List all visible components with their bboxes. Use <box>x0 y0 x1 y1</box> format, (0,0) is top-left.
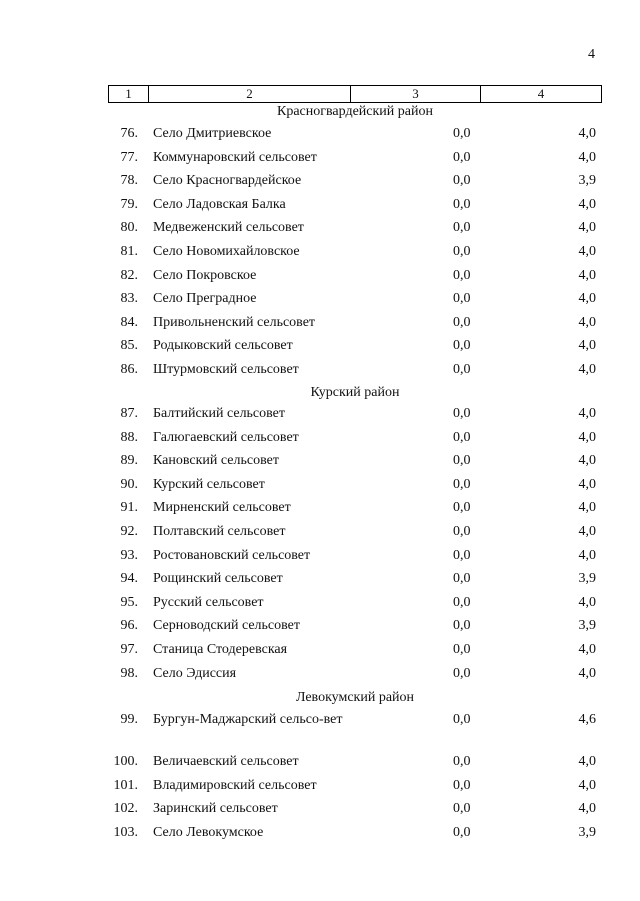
row-value-3: 0,0 <box>453 642 471 657</box>
header-col-4: 4 <box>537 86 545 101</box>
row-value-4: 4,0 <box>578 801 596 817</box>
row-value-4: 4,0 <box>578 126 596 141</box>
row-name: Село Эдиссия <box>153 665 237 681</box>
row-name: Балтийский сельсовет <box>153 406 286 421</box>
header-col-3: 3 <box>351 86 481 102</box>
row-name: Рощинский сельсовет <box>153 571 283 587</box>
row-name: Медвеженский сельсовет <box>153 220 304 236</box>
row-value-3: 0,0 <box>453 500 471 516</box>
row-number: 79. <box>120 196 138 212</box>
row-number: 100. <box>113 754 138 769</box>
row-value-3: 0,0 <box>453 220 471 236</box>
row-value-3: 0,0 <box>453 594 471 610</box>
row-value-4: 4,0 <box>578 642 596 657</box>
row-name: Полтавский сельсовет <box>153 524 286 539</box>
row-name: Курский сельсовет <box>153 476 265 492</box>
row-number: 84. <box>120 314 138 330</box>
row-value-3: 0,0 <box>453 665 471 681</box>
row-number: 82. <box>120 267 138 283</box>
row-name: Русский сельсовет <box>153 594 264 610</box>
row-name: Село Дмитриевское <box>153 126 272 141</box>
row-value-3: 0,0 <box>453 267 471 283</box>
row-number: 80. <box>120 220 138 236</box>
row-name: Село Покровское <box>153 267 257 283</box>
row-name: Владимировский сельсовет <box>153 777 317 793</box>
row-value-3: 0,0 <box>453 196 471 212</box>
row-value-4: 4,0 <box>578 196 596 212</box>
row-value-4: 4,0 <box>578 547 596 563</box>
row-value-4: 4,0 <box>578 476 596 492</box>
row-name: Галюгаевский сельсовет <box>153 429 299 445</box>
row-value-4: 3,9 <box>578 571 596 587</box>
row-number: 101. <box>113 777 138 793</box>
row-value-3: 0,0 <box>453 244 471 259</box>
row-value-4: 4,0 <box>578 665 596 681</box>
row-number: 91. <box>120 500 138 516</box>
row-value-4: 4,0 <box>578 754 596 769</box>
row-value-4: 4,0 <box>578 220 596 236</box>
row-number: 89. <box>120 453 138 469</box>
row-value-4: 4,6 <box>578 712 596 727</box>
row-value-3: 0,0 <box>453 149 471 165</box>
page-number: 4 <box>588 47 595 62</box>
row-value-3: 0,0 <box>453 712 471 727</box>
row-name: Привольненский сельсовет <box>153 314 316 330</box>
row-value-3: 0,0 <box>453 406 471 421</box>
row-value-3: 0,0 <box>453 126 471 141</box>
row-value-4: 3,9 <box>578 824 596 840</box>
row-value-3: 0,0 <box>453 338 471 354</box>
row-name: Родыковский сельсовет <box>153 338 293 354</box>
row-value-4: 4,0 <box>578 314 596 330</box>
row-number: 76. <box>120 126 138 141</box>
row-value-4: 4,0 <box>578 244 596 259</box>
row-name: Село Левокумское <box>153 824 264 840</box>
row-value-3: 0,0 <box>453 571 471 587</box>
row-value-4: 4,0 <box>578 267 596 283</box>
row-number: 90. <box>120 476 138 492</box>
row-number: 81. <box>120 244 138 259</box>
row-value-4: 4,0 <box>578 338 596 354</box>
row-name: Станица Стодеревская <box>153 642 288 657</box>
row-name: Село Красногвардейское <box>153 173 302 189</box>
section-title: Курский район <box>310 385 400 400</box>
row-number: 93. <box>120 547 138 563</box>
row-number: 103. <box>113 824 138 840</box>
row-name: Заринский сельсовет <box>153 801 278 817</box>
row-value-4: 4,0 <box>578 406 596 421</box>
row-value-4: 4,0 <box>578 453 596 469</box>
row-name: Серноводский сельсовет <box>153 618 300 634</box>
row-name: Штурмовский сельсовет <box>153 362 299 377</box>
row-name: Ростовановский сельсовет <box>153 547 311 563</box>
row-value-4: 4,0 <box>578 524 596 539</box>
row-value-4: 4,0 <box>578 429 596 445</box>
row-value-4: 4,0 <box>578 362 596 377</box>
row-value-4: 4,0 <box>578 594 596 610</box>
row-number: 97. <box>120 642 138 657</box>
header-col-1: 1 <box>109 86 149 102</box>
row-value-3: 0,0 <box>453 777 471 793</box>
row-value-3: 0,0 <box>453 801 471 817</box>
row-value-3: 0,0 <box>453 429 471 445</box>
row-value-4: 3,9 <box>578 173 596 189</box>
row-number: 86. <box>120 362 138 377</box>
row-name: Село Преградное <box>153 291 257 307</box>
row-number: 77. <box>120 149 138 165</box>
section-title: Красногвардейский район <box>277 104 433 119</box>
row-name: Село Новомихайловское <box>153 244 300 259</box>
table-header <box>108 85 602 103</box>
row-value-3: 0,0 <box>453 824 471 840</box>
row-number: 94. <box>120 571 138 587</box>
row-number: 78. <box>120 173 138 189</box>
row-name: Величаевский сельсовет <box>153 754 299 769</box>
row-value-4: 4,0 <box>578 777 596 793</box>
row-value-3: 0,0 <box>453 362 471 377</box>
row-number: 95. <box>120 594 138 610</box>
row-value-3: 0,0 <box>453 453 471 469</box>
row-value-4: 4,0 <box>578 149 596 165</box>
row-value-4: 4,0 <box>578 291 596 307</box>
row-number: 96. <box>120 618 138 634</box>
row-number: 83. <box>120 291 138 307</box>
row-number: 87. <box>120 406 138 421</box>
row-value-3: 0,0 <box>453 524 471 539</box>
row-value-3: 0,0 <box>453 618 471 634</box>
row-name: Село Ладовская Балка <box>153 196 286 212</box>
row-value-3: 0,0 <box>453 173 471 189</box>
row-value-3: 0,0 <box>453 754 471 769</box>
section-title: Левокумский район <box>295 690 415 705</box>
row-value-4: 3,9 <box>578 618 596 634</box>
row-number: 98. <box>120 665 138 681</box>
row-number: 99. <box>120 712 138 727</box>
row-value-4: 4,0 <box>578 500 596 516</box>
row-value-3: 0,0 <box>453 291 471 307</box>
row-number: 102. <box>113 801 138 817</box>
row-number: 85. <box>120 338 138 354</box>
row-value-3: 0,0 <box>453 547 471 563</box>
header-col-2: 2 <box>149 86 351 102</box>
row-number: 92. <box>120 524 138 539</box>
row-number: 88. <box>120 429 138 445</box>
row-name: Мирненский сельсовет <box>153 500 291 516</box>
row-name: Кановский сельсовет <box>153 453 279 469</box>
row-value-3: 0,0 <box>453 476 471 492</box>
row-name: Коммунаровский сельсовет <box>153 149 317 165</box>
row-value-3: 0,0 <box>453 314 471 330</box>
row-name: Бургун-Маджарский сельсо-вет <box>153 712 343 727</box>
